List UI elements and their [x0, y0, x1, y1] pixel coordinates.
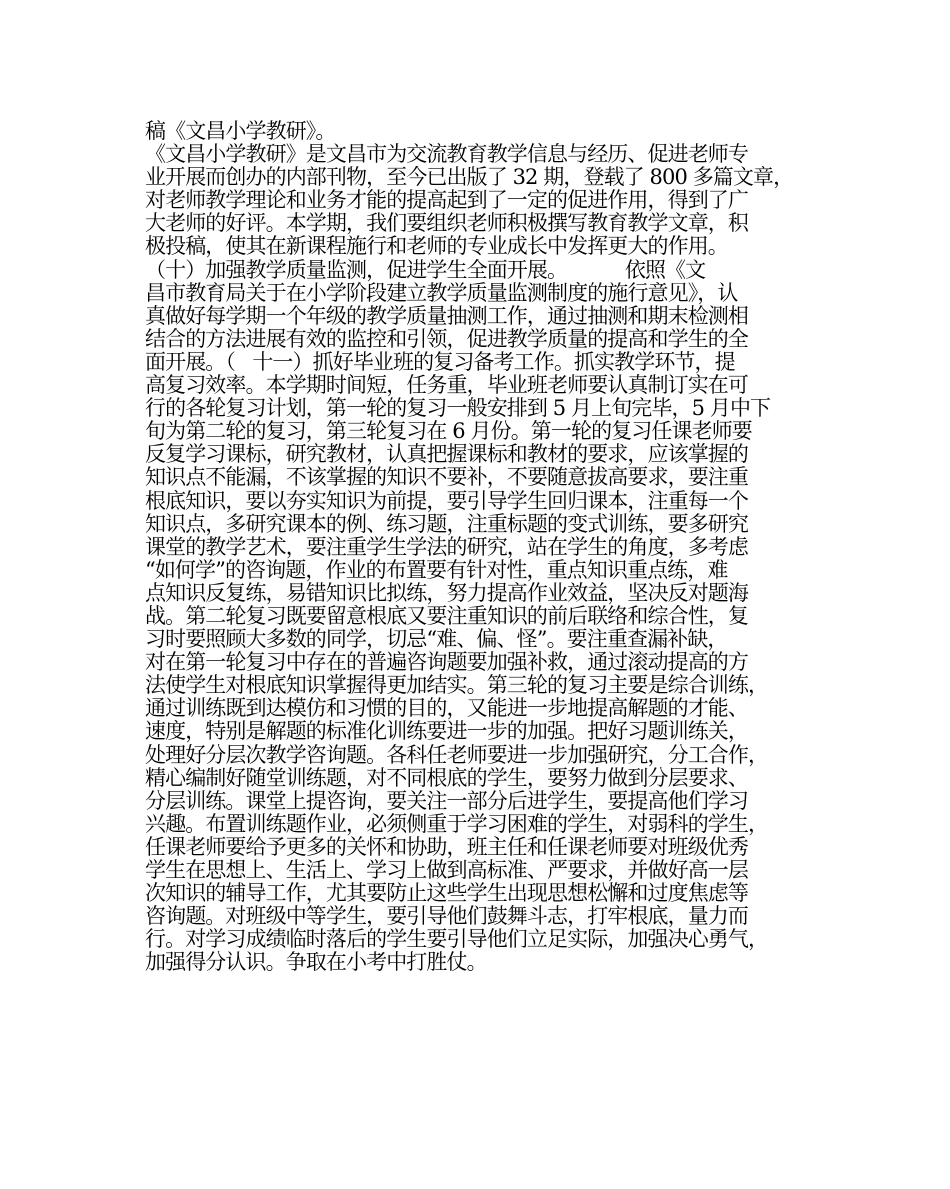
- text-line: 处理好分层次教学咨询题。各科任老师要进一步加强研究，分工合作，: [145, 742, 769, 767]
- text-line: 任课老师要给予更多的关怀和协助，班主任和任课老师要对班级优秀: [145, 834, 748, 859]
- text-line: 知识点，多研究课本的例、练习题，注重标题的变式训练，要多研究: [145, 511, 748, 536]
- text-line: 大老师的好评。本学期，我们要组织老师积极撰写教育教学文章，积: [145, 211, 748, 236]
- text-line: 分层训练。课堂上提咨询，要关注一部分后进学生，要提高他们学习: [145, 788, 748, 813]
- text-line: 面开展。（ 十一）抓好毕业班的复习备考工作。抓实教学环节，提: [145, 349, 735, 374]
- text-line: 知识点不能漏，不该掌握的知识不要补，不要随意拔高要求，要注重: [145, 465, 748, 490]
- text-line: 真做好每学期一个年级的教学质量抽测工作，通过抽测和期末检测相: [145, 303, 748, 328]
- text-line: 高复习效率。本学期时间短，任务重，毕业班老师要认真制订实在可: [145, 373, 748, 398]
- text-line: 稿《文昌小学教研》。: [145, 119, 336, 143]
- text-line: 习时要照顾大多数的同学，切忌“难、偏、怪”。要注重查漏补缺，: [145, 627, 728, 652]
- text-line: 行。对学习成绩临时落后的学生要引导他们立足实际，加强决心勇气，: [145, 927, 769, 952]
- text-line: 旬为第二轮的复习，第三轮复习在 6 月份。第一轮的复习任课老师要: [145, 419, 752, 444]
- text-line: 加强得分认识。争取在小考中打胜仗。: [145, 950, 487, 975]
- text-line: 对老师教学理论和业务才能的提高起到了一定的促进作用，得到了广: [145, 188, 748, 213]
- text-line: （十）加强教学质量监测，促进学生全面开展。 依照《文: [145, 257, 706, 282]
- text-line: 课堂的教学艺术，要注重学生学法的研究，站在学生的角度，多考虑: [145, 534, 748, 559]
- text-line: 反复学习课标，研究教材，认真把握课标和教材的要求，应该掌握的: [145, 442, 748, 467]
- text-line: 行的各轮复习计划，第一轮的复习一般安排到 5 月上旬完毕，5 月中下: [145, 396, 771, 421]
- text-line: 结合的方法进展有效的监控和引领，促进教学质量的提高和学生的全: [145, 326, 748, 351]
- text-line: 咨询题。对班级中等学生，要引导他们鼓舞斗志，打牢根底，量力而: [145, 904, 748, 929]
- text-line: 次知识的辅导工作，尤其要防止这些学生出现思想松懈和过度焦虑等: [145, 881, 748, 906]
- text-line: 业开展而创办的内部刊物，至今已出版了 32 期，登载了 800 多篇文章，: [145, 165, 794, 190]
- document-body-text: [145, 120, 825, 974]
- text-line: 根底知识，要以夯实知识为前提，要引导学生回归课本，注重每一个: [145, 488, 748, 513]
- text-line: 对在第一轮复习中存在的普遍咨询题要加强补救，通过滚动提高的方: [145, 650, 748, 675]
- text-line: 战。第二轮复习既要留意根底又要注重知识的前后联络和综合性，复: [145, 603, 748, 628]
- text-line: 速度，特别是解题的标准化训练要进一步的加强。把好习题训练关，: [145, 719, 748, 744]
- text-line: 极投稿，使其在新课程施行和老师的专业成长中发挥更大的作用。: [145, 234, 728, 259]
- text-line: 昌市教育局关于在小学阶段建立教学质量监测制度的施行意见》，认: [145, 280, 738, 305]
- text-line: 《文昌小学教研》是文昌市为交流教育教学信息与经历、促进老师专: [145, 142, 748, 167]
- text-line: 兴趣。布置训练题作业，必须侧重于学习困难的学生，对弱科的学生，: [145, 811, 769, 836]
- text-line: 精心编制好随堂训练题，对不同根底的学生，要努力做到分层要求、: [145, 765, 748, 790]
- text-line: “如何学”的咨询题，作业的布置要有针对性，重点知识重点练，难: [145, 557, 728, 582]
- text-line: 点知识反复练，易错知识比拟练，努力提高作业效益，坚决反对题海: [145, 580, 748, 605]
- text-line: 法使学生对根底知识掌握得更加结实。第三轮的复习主要是综合训练，: [145, 673, 769, 698]
- text-line: 通过训练既到达模仿和习惯的目的，又能进一步地提高解题的才能、: [145, 696, 748, 721]
- text-line: 学生在思想上、生活上、学习上做到高标准、严要求，并做好高一层: [145, 858, 748, 882]
